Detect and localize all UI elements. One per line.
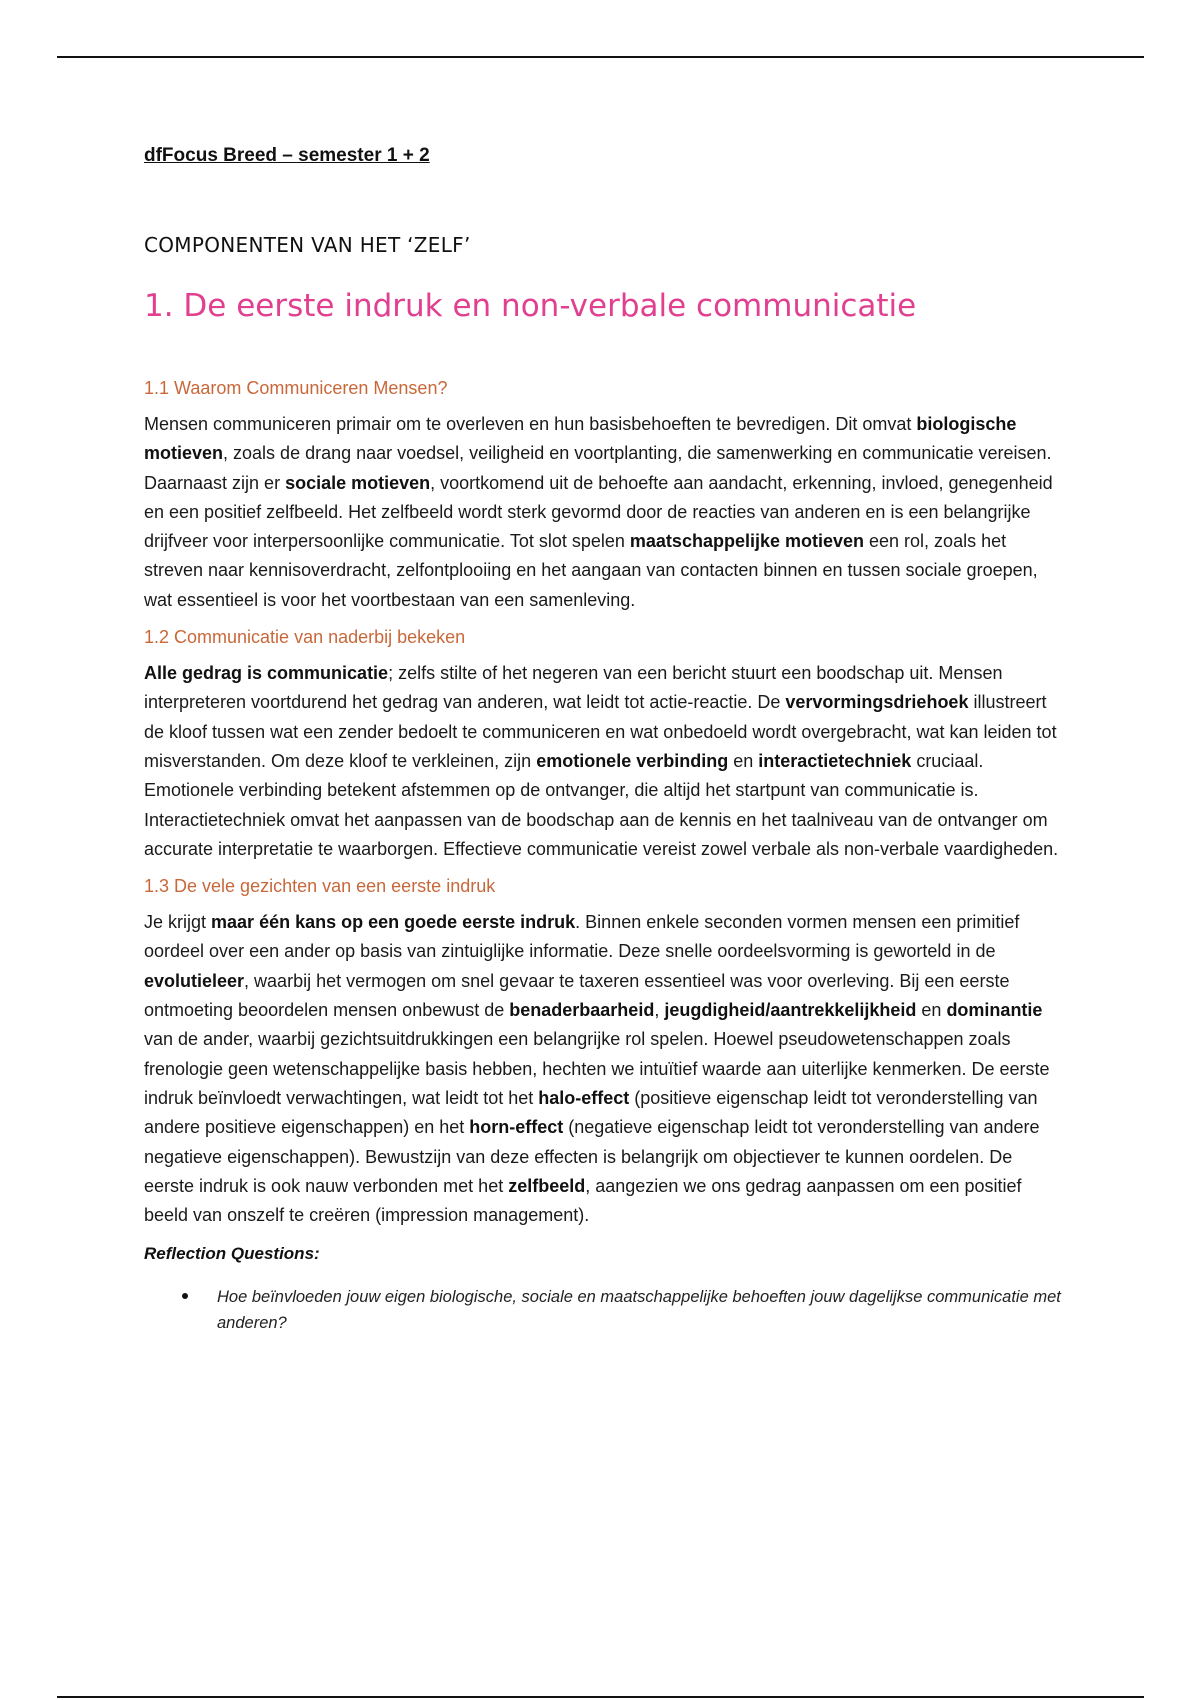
reflection-question: Hoe beïnvloeden jouw eigen biologische, sociale en maatschappelijke behoeften jouw dagelijkse communicatie met anderen?: [217, 1288, 1061, 1333]
section-caps-heading: COMPONENTEN VAN HET ‘ZELF’: [144, 233, 471, 257]
text-run: van de ander, waarbij gezichtsuitdrukkingen een belangrijke rol spelen. Hoewel pseudowetenschappen zoals frenologie geen wetenschappelijke basis hebben, hechten we intuïtief waarde aan uiterlijke kenmerken. De eerste indruk beïnvloedt verwachtingen, wat leidt tot het: [144, 1029, 1050, 1108]
document-body: [144, 144, 1064, 1336]
text-run: , zoals de drang naar voedsel, veiligheid en voortplanting, die samenwerking en communicatie vereisen. Daarnaast zijn er: [144, 443, 1052, 493]
text-run: en: [916, 1000, 947, 1021]
bold-term: Alle gedrag is communicatie: [144, 663, 389, 684]
bold-term: zelfbeeld: [508, 1175, 586, 1196]
bold-term: maatschappelijke motieven: [629, 531, 865, 552]
paragraph-1-1: [144, 410, 1064, 615]
bold-term: interactietechniek: [758, 750, 912, 771]
subheading-1-3: 1.3 De vele gezichten van een eerste indruk: [144, 876, 496, 897]
bold-term: sociale motieven: [285, 472, 431, 493]
bold-term: biologische motieven: [144, 414, 1017, 464]
bold-term: benaderbaarheid: [509, 1000, 655, 1021]
text-run: cruciaal. Emotionele verbinding betekent afstemmen op de ontvanger, die altijd het startpunt van communicatie is. Interactietechniek omvat het aanpassen van de boodschap aan de kennis en het taalniveau van de ontvanger om accurate interpretatie te waarborgen. Effectieve communicatie vereist zowel verbale als non-verbale vaardigheden.: [144, 750, 1059, 859]
bold-term: maar één kans op een goede eerste indruk: [211, 912, 576, 933]
paragraph-1-2: [144, 659, 1064, 864]
bottom-rule: [57, 1696, 1144, 1698]
bold-term: halo-effect: [538, 1087, 630, 1108]
list-item: [144, 1284, 1064, 1336]
document-title: dfFocus Breed – semester 1 + 2: [144, 145, 430, 166]
text-run: en: [728, 750, 759, 771]
bullet-icon: [182, 1293, 188, 1299]
bold-term: emotionele verbinding: [536, 750, 729, 771]
text-run: , waarbij het vermogen om snel gevaar te taxeren essentieel was voor overleving. Bij een eerste ontmoeting beoordelen mensen onbewust de: [144, 970, 1010, 1021]
top-rule: [57, 56, 1144, 58]
text-run: Je krijgt: [144, 912, 212, 933]
chapter-heading: 1. De eerste indruk en non-verbale communicatie: [144, 288, 917, 324]
text-run: een rol, zoals het streven naar kennisoverdracht, zelfontplooiing en het aangaan van contacten binnen en tussen sociale groepen, wat essentieel is voor het voortbestaan van een samenleving.: [144, 531, 1038, 610]
paragraph-1-3: [144, 908, 1064, 1230]
subheading-1-2: 1.2 Communicatie van naderbij bekeken: [144, 627, 466, 648]
bold-term: horn-effect: [469, 1117, 564, 1138]
bold-term: jeugdigheid/aantrekkelijkheid: [664, 1000, 917, 1021]
text-run: (negatieve eigenschap leidt tot veronderstelling van andere negatieve eigenschappen). Bewustzijn van deze effecten is belangrijk om objectiever te kunnen oordelen. De eerste indruk is ook nauw verbonden met het: [144, 1117, 1040, 1196]
text-run: ,: [654, 1000, 665, 1021]
text-run: Mensen communiceren primair om te overleven en hun basisbehoeften te bevredigen. Dit omvat: [144, 414, 917, 434]
text-run: (positieve eigenschap leidt tot veronderstelling van andere positieve eigenschappen) en het: [144, 1087, 1038, 1138]
bold-term: dominantie: [946, 1000, 1043, 1021]
bold-term: vervormingsdriehoek: [785, 692, 969, 713]
subheading-1-1: 1.1 Waarom Communiceren Mensen?: [144, 378, 448, 398]
text-run: ; zelfs stilte of het negeren van een bericht stuurt een boodschap uit. Mensen interpreteren voortdurend het gedrag van anderen, wat leidt tot actie-reactie. De: [144, 663, 1003, 713]
text-run: . Binnen enkele seconden vormen mensen een primitief oordeel over een ander op basis van zintuiglijke informatie. Deze snelle oordeelsvorming is geworteld in de: [144, 912, 1020, 962]
text-run: , aangezien we ons gedrag aanpassen om een positief beeld van onszelf te creëren (impression management).: [144, 1175, 1022, 1226]
text-run: illustreert de kloof tussen wat een zender bedoelt te communiceren en wat onbedoeld wordt overgebracht, wat kan leiden tot misverstanden. Om deze kloof te verkleinen, zijn: [144, 692, 1057, 771]
bold-term: evolutieleer: [144, 970, 245, 991]
text-run: , voortkomend uit de behoefte aan aandacht, erkenning, invloed, genegenheid en een positief zelfbeeld. Het zelfbeeld wordt sterk gevormd door de reacties van anderen en is een belangrijke drijfveer voor interpersoonlijke communicatie. Tot slot spelen: [144, 472, 1053, 552]
reflection-list: [144, 1284, 1064, 1336]
reflection-label: Reflection Questions:: [144, 1244, 320, 1264]
